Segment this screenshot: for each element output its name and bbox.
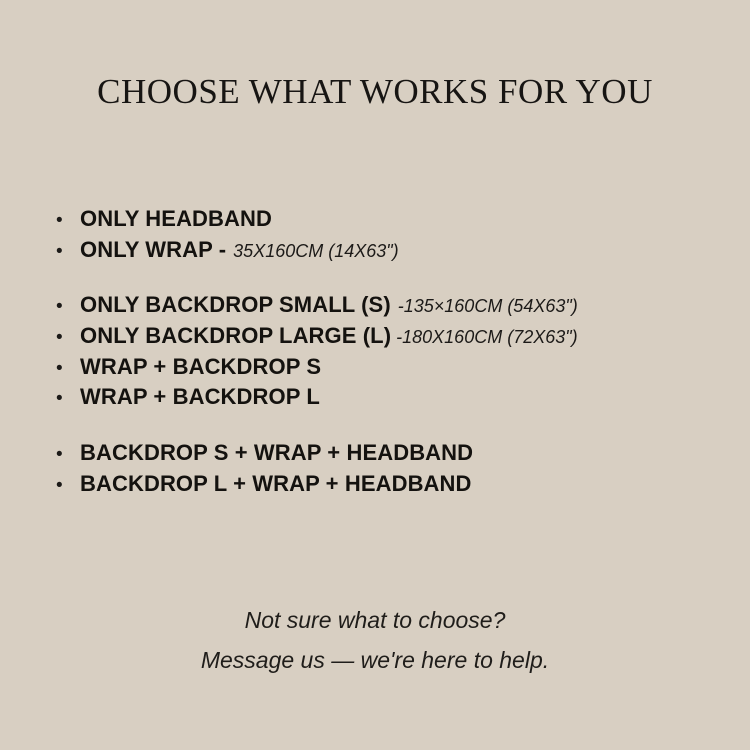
option-label: WRAP + BACKDROP L (80, 384, 320, 410)
page-title: CHOOSE WHAT WORKS FOR YOU (97, 72, 653, 111)
option-label: ONLY WRAP - (80, 236, 227, 262)
bullet-icon: • (56, 388, 63, 410)
bullet-icon: • (56, 240, 63, 262)
footer-line-2: Message us — we're here to help. (200, 647, 550, 674)
list-item (56, 439, 716, 468)
list-item (56, 383, 716, 412)
options-group-1 (56, 205, 716, 264)
bullet-icon: • (56, 210, 63, 231)
list-item (56, 205, 716, 234)
bullet-icon: • (56, 296, 63, 318)
list-item (56, 322, 716, 351)
options-group-2 (56, 291, 716, 412)
footer-line-1: Not sure what to choose? (244, 607, 506, 633)
bullet-icon: • (56, 327, 63, 349)
option-label: ONLY HEADBAND (80, 206, 272, 231)
options-group-3 (56, 439, 716, 498)
options-list (56, 205, 716, 501)
option-dimensions: 35X160CM (14X63") (233, 240, 399, 261)
option-label: ONLY BACKDROP LARGE (L) (80, 323, 392, 349)
option-label: BACKDROP L + WRAP + HEADBAND (80, 470, 472, 496)
list-item (56, 236, 716, 265)
bullet-icon: • (56, 357, 63, 379)
option-dimensions: -180X160CM (72X63") (396, 327, 578, 348)
option-label: ONLY BACKDROP SMALL (S) (80, 292, 391, 318)
footer-note (0, 600, 750, 681)
option-label: BACKDROP S + WRAP + HEADBAND (80, 440, 474, 466)
list-item (56, 291, 716, 320)
list-item (56, 353, 716, 382)
bullet-icon: • (56, 474, 63, 496)
list-item (56, 470, 716, 499)
option-label: WRAP + BACKDROP S (80, 353, 322, 379)
option-dimensions: -135×160CM (54X63") (397, 296, 578, 317)
bullet-icon: • (56, 444, 63, 466)
